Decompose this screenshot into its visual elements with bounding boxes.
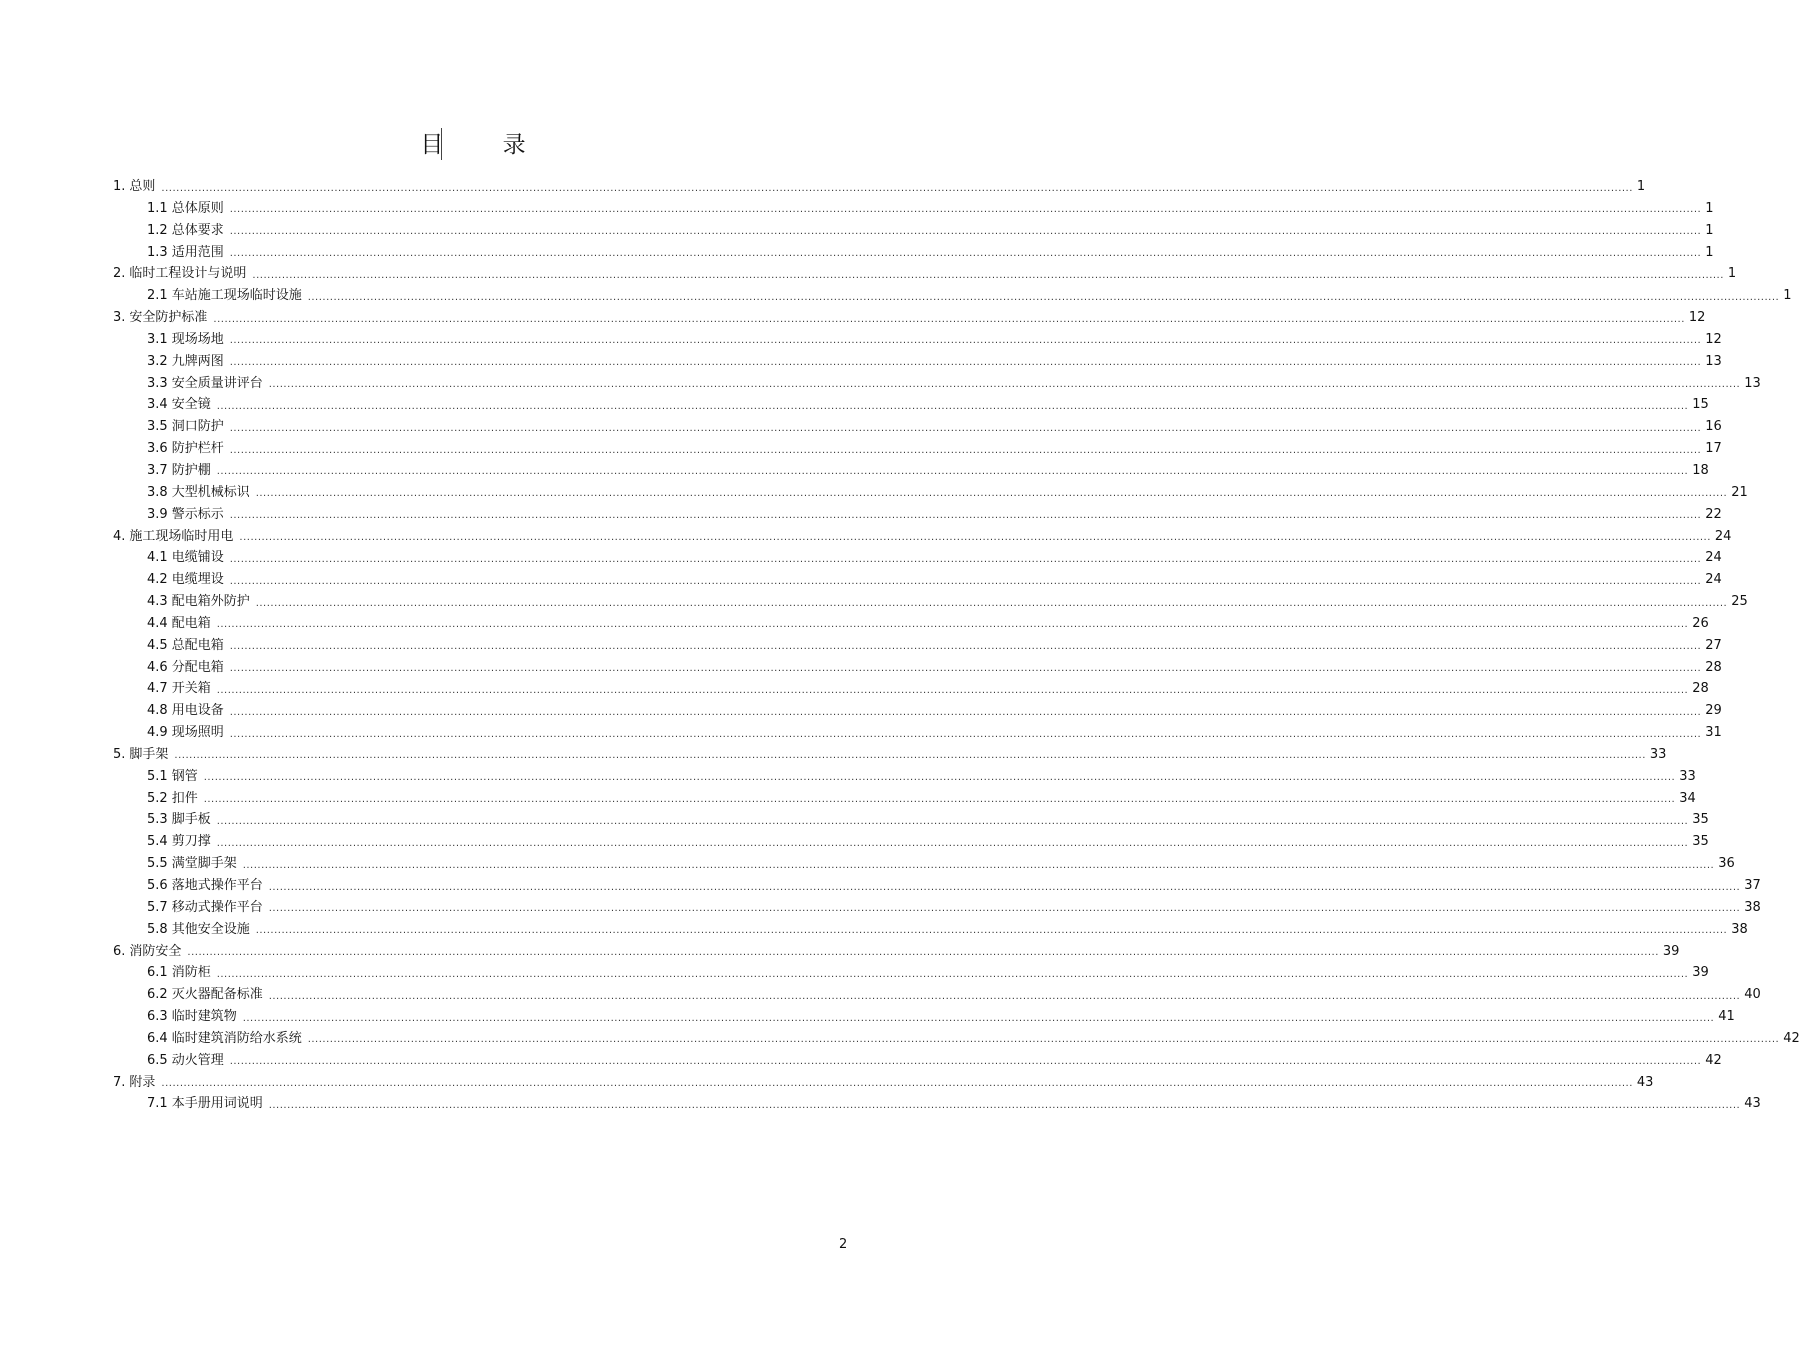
toc-entry-number: 6.3	[147, 1009, 168, 1025]
toc-leader-dots: ................................................................................................................................................................................................................................................................................................................................................................................................................	[268, 903, 1741, 915]
toc-entry[interactable]	[113, 657, 1722, 679]
toc-entry-title: 总则	[129, 179, 156, 194]
toc-leader-dots: ................................................................................................................................................................................................................................................................................................................................................................................................................	[229, 357, 1702, 369]
toc-leader-dots: ................................................................................................................................................................................................................................................................................................................................................................................................................	[268, 1099, 1741, 1111]
toc-entry-title: 九牌两图	[171, 353, 224, 369]
toc-leader-dots: ................................................................................................................................................................................................................................................................................................................................................................................................................	[229, 510, 1702, 522]
toc-entry[interactable]	[113, 329, 1722, 351]
toc-entry-title: 开关箱	[171, 681, 211, 697]
toc-entry-page: 22	[1705, 506, 1722, 522]
toc-entry[interactable]	[113, 176, 1646, 198]
toc-entry-number: 1.3	[147, 244, 168, 260]
toc-entry[interactable]	[113, 394, 1709, 416]
toc-entry-page: 43	[1636, 1074, 1654, 1090]
toc-entry-title: 剪刀撑	[171, 834, 211, 850]
toc-entry[interactable]	[113, 1072, 1654, 1094]
toc-entry-page: 39	[1662, 943, 1680, 959]
toc-entry-number: 4.7	[147, 681, 168, 697]
toc-entry-title: 动火管理	[171, 1052, 224, 1068]
toc-entry-title: 洞口防护	[171, 419, 224, 435]
toc-entry-title: 配电箱	[171, 615, 211, 631]
toc-entry[interactable]	[113, 242, 1714, 264]
toc-entry[interactable]	[113, 766, 1696, 788]
toc-entry[interactable]	[113, 941, 1680, 963]
toc-entry-page: 26	[1692, 615, 1709, 631]
toc-entry-number: 1.1	[147, 200, 168, 216]
toc-entry-page: 27	[1705, 637, 1722, 653]
toc-entry-title: 防护棚	[171, 462, 211, 478]
toc-entry-title: 钢管	[171, 768, 198, 784]
toc-leader-dots: ................................................................................................................................................................................................................................................................................................................................................................................................................	[307, 1034, 1780, 1046]
toc-entry[interactable]	[113, 591, 1748, 613]
toc-entry-number: 5.4	[147, 834, 168, 850]
toc-entry[interactable]	[113, 220, 1714, 242]
page-title: 目 录	[420, 132, 552, 158]
toc-leader-dots: ................................................................................................................................................................................................................................................................................................................................................................................................................	[229, 422, 1702, 434]
toc-entry-number: 4.6	[147, 659, 168, 675]
toc-entry-page: 31	[1705, 725, 1722, 741]
toc-leader-dots: ................................................................................................................................................................................................................................................................................................................................................................................................................	[203, 794, 1676, 806]
toc-entry-page: 16	[1705, 419, 1722, 435]
toc-entry-title: 脚手板	[171, 812, 211, 828]
toc-entry-page: 1	[1636, 179, 1646, 194]
toc-entry-number: 3.8	[147, 484, 168, 500]
toc-entry-title: 安全镜	[171, 397, 211, 413]
toc-entry-title: 总体原则	[171, 200, 224, 216]
toc-leader-dots: ................................................................................................................................................................................................................................................................................................................................................................................................................	[203, 772, 1676, 784]
toc-entry-title: 施工现场临时用电	[129, 528, 234, 544]
toc-entry-title: 用电设备	[171, 703, 224, 719]
toc-entry-title: 总配电箱	[171, 637, 224, 653]
toc-entry-page: 40	[1744, 987, 1761, 1003]
toc-entry-page: 13	[1705, 353, 1722, 369]
toc-entry-number: 6.	[113, 943, 126, 959]
toc-entry-number: 5.5	[147, 856, 168, 872]
toc-entry-title: 现场照明	[171, 725, 224, 741]
toc-entry-page: 1	[1727, 266, 1737, 282]
toc-entry-number: 5.6	[147, 878, 168, 893]
toc-entry-number: 4.3	[147, 594, 168, 610]
toc-entry-title: 移动式操作平台	[171, 899, 263, 915]
toc-entry-number: 6.4	[147, 1030, 168, 1046]
toc-entry-title: 满堂脚手架	[171, 856, 237, 872]
toc-entry-number: 5.8	[147, 921, 168, 937]
toc-leader-dots: ................................................................................................................................................................................................................................................................................................................................................................................................................	[255, 925, 1728, 937]
toc-entry-title: 临时建筑物	[171, 1009, 237, 1025]
toc-entry-title: 临时建筑消防给水系统	[171, 1030, 302, 1046]
toc-leader-dots: ................................................................................................................................................................................................................................................................................................................................................................................................................	[161, 182, 1633, 194]
toc-entry[interactable]	[113, 984, 1761, 1006]
toc-entry-number: 5.7	[147, 899, 168, 915]
table-of-contents	[113, 176, 1800, 1115]
toc-entry-number: 4.	[113, 528, 126, 544]
toc-entry-page: 42	[1783, 1030, 1800, 1046]
toc-entry[interactable]	[113, 875, 1761, 897]
toc-entry-page: 39	[1692, 965, 1709, 981]
toc-entry-page: 34	[1679, 790, 1696, 806]
toc-entry-page: 13	[1744, 375, 1761, 391]
toc-entry-page: 1	[1705, 244, 1714, 260]
toc-entry-number: 2.	[113, 266, 126, 282]
toc-leader-dots: ................................................................................................................................................................................................................................................................................................................................................................................................................	[216, 400, 1689, 412]
toc-entry[interactable]	[113, 351, 1722, 373]
toc-entry-title: 车站施工现场临时设施	[171, 288, 302, 304]
toc-entry[interactable]	[113, 1028, 1800, 1050]
toc-entry[interactable]	[113, 285, 1792, 307]
toc-entry-page: 35	[1692, 812, 1709, 828]
toc-entry-number: 1.2	[147, 222, 168, 238]
toc-leader-dots: ................................................................................................................................................................................................................................................................................................................................................................................................................	[174, 750, 1646, 762]
toc-leader-dots: ................................................................................................................................................................................................................................................................................................................................................................................................................	[216, 619, 1689, 631]
page-number: 2	[839, 1237, 848, 1252]
toc-entry[interactable]	[113, 635, 1722, 657]
toc-entry-number: 5.1	[147, 768, 168, 784]
toc-entry-page: 17	[1705, 441, 1722, 457]
toc-entry-title: 脚手架	[129, 746, 169, 762]
toc-entry-page: 35	[1692, 834, 1709, 850]
toc-entry[interactable]	[113, 460, 1709, 482]
toc-entry-title: 落地式操作平台	[171, 878, 263, 893]
toc-entry-page: 24	[1705, 550, 1722, 566]
toc-entry-page: 28	[1692, 681, 1709, 697]
toc-entry-number: 5.3	[147, 812, 168, 828]
toc-entry-page: 33	[1679, 768, 1696, 784]
toc-leader-dots: ................................................................................................................................................................................................................................................................................................................................................................................................................	[229, 728, 1702, 740]
toc-entry-page: 37	[1744, 878, 1761, 893]
toc-entry-number: 5.2	[147, 790, 168, 806]
toc-entry-page: 38	[1744, 899, 1761, 915]
toc-entry-number: 6.5	[147, 1052, 168, 1068]
toc-entry-title: 电缆铺设	[171, 550, 224, 566]
toc-leader-dots: ................................................................................................................................................................................................................................................................................................................................................................................................................	[229, 575, 1702, 587]
toc-entry[interactable]	[113, 438, 1722, 460]
toc-entry-number: 4.9	[147, 725, 168, 741]
toc-entry[interactable]	[113, 831, 1709, 853]
toc-entry[interactable]	[113, 547, 1722, 569]
toc-entry-number: 3.3	[147, 375, 168, 391]
toc-entry[interactable]	[113, 198, 1714, 220]
toc-entry[interactable]	[113, 678, 1709, 700]
toc-leader-dots: ................................................................................................................................................................................................................................................................................................................................................................................................................	[216, 684, 1689, 696]
toc-entry-title: 临时工程设计与说明	[129, 266, 247, 282]
toc-entry-title: 灭火器配备标准	[171, 987, 263, 1003]
toc-leader-dots: ................................................................................................................................................................................................................................................................................................................................................................................................................	[229, 706, 1702, 718]
toc-leader-dots: ................................................................................................................................................................................................................................................................................................................................................................................................................	[229, 248, 1702, 260]
toc-entry-page: 42	[1705, 1052, 1722, 1068]
toc-entry-page: 25	[1731, 594, 1748, 610]
toc-leader-dots: ................................................................................................................................................................................................................................................................................................................................................................................................................	[216, 466, 1689, 478]
toc-entry-number: 6.1	[147, 965, 168, 981]
toc-entry-page: 36	[1718, 856, 1735, 872]
toc-leader-dots: ................................................................................................................................................................................................................................................................................................................................................................................................................	[229, 641, 1702, 653]
toc-entry-title: 总体要求	[171, 222, 224, 238]
toc-entry-number: 5.	[113, 746, 126, 762]
toc-entry[interactable]	[113, 1050, 1722, 1072]
toc-leader-dots: ................................................................................................................................................................................................................................................................................................................................................................................................................	[268, 379, 1741, 391]
toc-entry-title: 其他安全设施	[171, 921, 250, 937]
toc-leader-dots: ................................................................................................................................................................................................................................................................................................................................................................................................................	[216, 968, 1689, 980]
toc-entry-title: 防护栏杆	[171, 441, 224, 457]
toc-leader-dots: ................................................................................................................................................................................................................................................................................................................................................................................................................	[268, 990, 1741, 1002]
toc-entry-number: 4.4	[147, 615, 168, 631]
toc-entry[interactable]	[113, 263, 1737, 285]
toc-entry-number: 4.5	[147, 637, 168, 653]
toc-entry-number: 3.1	[147, 331, 168, 347]
toc-leader-dots: ................................................................................................................................................................................................................................................................................................................................................................................................................	[216, 815, 1689, 827]
toc-entry-number: 3.7	[147, 462, 168, 478]
toc-entry-title: 安全防护标准	[129, 310, 208, 326]
toc-entry[interactable]	[113, 1093, 1761, 1115]
toc-entry-title: 适用范围	[171, 244, 224, 260]
toc-entry[interactable]	[113, 700, 1722, 722]
toc-entry-number: 4.2	[147, 572, 168, 588]
toc-entry-number: 7.1	[147, 1096, 168, 1112]
toc-entry[interactable]	[113, 307, 1706, 329]
toc-entry-number: 3.5	[147, 419, 168, 435]
toc-leader-dots: ................................................................................................................................................................................................................................................................................................................................................................................................................	[161, 1078, 1633, 1090]
toc-entry[interactable]	[113, 613, 1709, 635]
toc-entry-page: 24	[1705, 572, 1722, 588]
toc-entry-number: 3.6	[147, 441, 168, 457]
toc-entry[interactable]	[113, 744, 1667, 766]
toc-entry-number: 4.1	[147, 550, 168, 566]
toc-entry[interactable]	[113, 853, 1735, 875]
toc-entry-title: 警示标示	[171, 506, 224, 522]
toc-entry[interactable]	[113, 722, 1722, 744]
toc-leader-dots: ................................................................................................................................................................................................................................................................................................................................................................................................................	[252, 269, 1724, 281]
toc-entry-page: 1	[1705, 222, 1714, 238]
toc-entry-page: 12	[1688, 310, 1706, 326]
toc-entry-page: 28	[1705, 659, 1722, 675]
toc-entry-page: 33	[1649, 746, 1667, 762]
toc-leader-dots: ................................................................................................................................................................................................................................................................................................................................................................................................................	[242, 859, 1715, 871]
toc-entry-title: 安全质量讲评台	[171, 375, 263, 391]
toc-entry[interactable]	[113, 919, 1748, 941]
toc-leader-dots: ................................................................................................................................................................................................................................................................................................................................................................................................................	[255, 488, 1728, 500]
toc-leader-dots: ................................................................................................................................................................................................................................................................................................................................................................................................................	[307, 291, 1780, 303]
toc-leader-dots: ................................................................................................................................................................................................................................................................................................................................................................................................................	[216, 837, 1689, 849]
toc-leader-dots: ................................................................................................................................................................................................................................................................................................................................................................................................................	[229, 204, 1702, 216]
toc-entry[interactable]	[113, 809, 1709, 831]
toc-entry-page: 43	[1744, 1096, 1761, 1112]
toc-entry-page: 29	[1705, 703, 1722, 719]
toc-entry-title: 消防安全	[129, 943, 182, 959]
toc-entry-page: 12	[1705, 331, 1722, 347]
toc-entry[interactable]	[113, 526, 1732, 548]
toc-entry-page: 15	[1692, 397, 1709, 413]
toc-entry-number: 4.8	[147, 703, 168, 719]
toc-entry[interactable]	[113, 788, 1696, 810]
toc-leader-dots: ................................................................................................................................................................................................................................................................................................................................................................................................................	[229, 444, 1702, 456]
toc-entry-title: 分配电箱	[171, 659, 224, 675]
toc-leader-dots: ................................................................................................................................................................................................................................................................................................................................................................................................................	[255, 597, 1728, 609]
toc-entry-page: 24	[1714, 528, 1732, 544]
toc-entry-number: 6.2	[147, 987, 168, 1003]
toc-entry-title: 现场场地	[171, 331, 224, 347]
toc-entry-page: 1	[1783, 288, 1792, 304]
toc-entry-title: 消防柜	[171, 965, 211, 981]
toc-entry[interactable]	[113, 962, 1709, 984]
toc-entry-page: 21	[1731, 484, 1748, 500]
toc-leader-dots: ................................................................................................................................................................................................................................................................................................................................................................................................................	[239, 532, 1711, 543]
toc-entry-page: 41	[1718, 1009, 1735, 1025]
toc-leader-dots: ................................................................................................................................................................................................................................................................................................................................................................................................................	[229, 553, 1702, 565]
toc-entry-number: 2.1	[147, 288, 168, 304]
toc-entry-page: 1	[1705, 200, 1714, 216]
toc-entry-title: 电缆埋设	[171, 572, 224, 588]
toc-entry-title: 大型机械标识	[171, 484, 250, 500]
toc-entry-title: 本手册用词说明	[171, 1096, 263, 1112]
toc-leader-dots: ................................................................................................................................................................................................................................................................................................................................................................................................................	[229, 335, 1702, 347]
toc-entry-number: 1.	[113, 179, 126, 194]
toc-entry[interactable]	[113, 897, 1761, 919]
toc-leader-dots: ................................................................................................................................................................................................................................................................................................................................................................................................................	[229, 663, 1702, 675]
toc-entry-title: 扣件	[171, 790, 198, 806]
toc-entry-number: 3.4	[147, 397, 168, 413]
toc-leader-dots: ................................................................................................................................................................................................................................................................................................................................................................................................................	[229, 1056, 1702, 1068]
toc-entry-title: 附录	[129, 1074, 156, 1090]
toc-entry-number: 3.2	[147, 353, 168, 369]
toc-entry[interactable]	[113, 373, 1761, 395]
toc-entry-page: 38	[1731, 921, 1748, 937]
toc-entry-page: 18	[1692, 462, 1709, 478]
toc-entry[interactable]	[113, 1006, 1735, 1028]
toc-entry-number: 3.9	[147, 506, 168, 522]
toc-leader-dots: ................................................................................................................................................................................................................................................................................................................................................................................................................	[187, 947, 1659, 959]
toc-entry[interactable]	[113, 482, 1748, 504]
toc-entry-number: 3.	[113, 310, 126, 326]
toc-leader-dots: ................................................................................................................................................................................................................................................................................................................................................................................................................	[242, 1012, 1715, 1024]
toc-leader-dots: ................................................................................................................................................................................................................................................................................................................................................................................................................	[213, 313, 1685, 325]
toc-entry-number: 7.	[113, 1074, 126, 1090]
toc-entry[interactable]	[113, 569, 1722, 591]
toc-entry[interactable]	[113, 504, 1722, 526]
toc-entry[interactable]	[113, 416, 1722, 438]
toc-entry-title: 配电箱外防护	[171, 594, 250, 610]
toc-leader-dots: ................................................................................................................................................................................................................................................................................................................................................................................................................	[229, 226, 1702, 238]
toc-leader-dots: ................................................................................................................................................................................................................................................................................................................................................................................................................	[268, 881, 1741, 893]
